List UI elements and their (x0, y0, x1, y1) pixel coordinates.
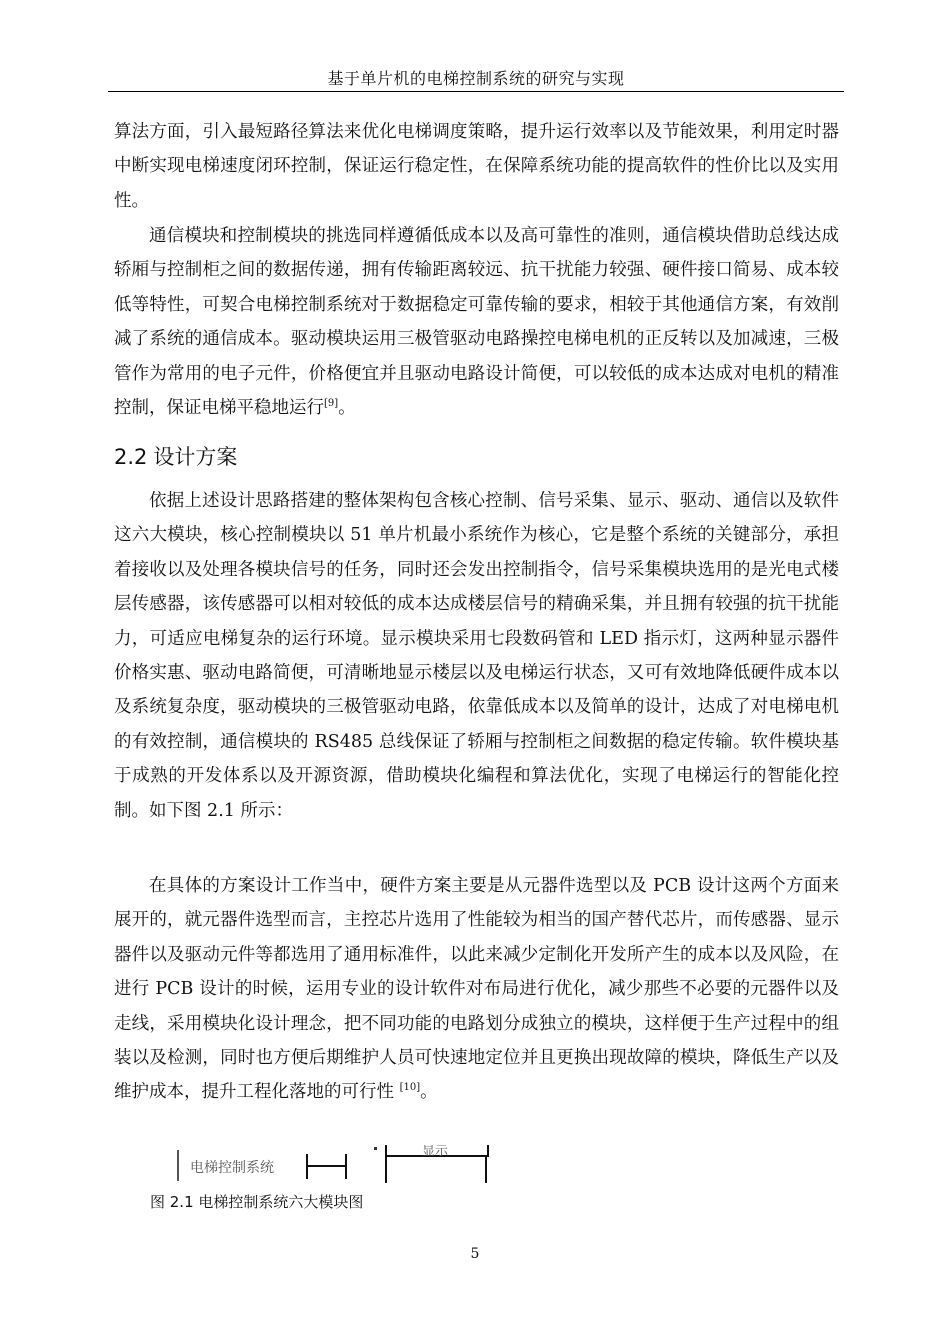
paragraph-algorithm: 算法方面，引入最短路径算法来优化电梯调度策略，提升运行效率以及节能效果，利用定时器中断实现电梯速度闭环控制，保证运行稳定性，在保障系统功能的提高软件的性价比以及实用性。 (114, 122, 839, 211)
paragraph-hardware-text: 在具体的方案设计工作当中，硬件方案主要是从元器件选型以及 PCB 设计这两个方面来展开的，就元器件选型而言，主控芯片选用了性能较为相当的国产替代芯片，而传感器、显示器件以及驱动元件等都选用了通用标准件，以此来减少定制化开发所产生的成本以及风险，在进行 PCB 设计的时候，运用专业的设计软件对布局进行优化，减少那些不必要的元器件以及走线，采用模块化设计理念，把不同功能的电路划分成独立的模块，这样便于生产过程中的组装以及检测，同时也方便后期维护人员可快速地定位并且更换出现故障的模块，降低生产以及维护成本，提升工程化落地的可行性 (114, 876, 839, 1103)
paragraph-communication-end: 。 (338, 398, 356, 419)
paragraph-hardware-end: 。 (420, 1082, 438, 1103)
diagram-root-box-edge (177, 1150, 179, 1181)
section-number: 2.2 (114, 445, 148, 469)
paragraph-hardware (114, 869, 839, 1110)
paragraph-communication-text: 通信模块和控制模块的挑选同样遵循低成本以及高可靠性的准则，通信模块借助总线达成轿厢与控制柜之间的数据传递，拥有传输距离较远、抗干扰能力较强、硬件接口简易、成本较低等特性，可契合电梯控制系统对于数据稳定可靠传输的要求，相较于其他通信方案，有效削减了系统的通信成本。驱动模块运用三极管驱动电路操控电梯电机的正反转以及加减速，三极管作为常用的电子元件，价格便宜并且驱动电路设计简便，可以较低的成本达成对电机的精准控制，保证电梯平稳地运行 (114, 226, 839, 419)
citation-9: [9] (324, 398, 339, 410)
citation-10: [10] (399, 1082, 421, 1094)
diagram-display-label: 显示 (422, 1145, 449, 1159)
section-title: 设计方案 (153, 445, 238, 469)
figure-caption: 图 2.1 电梯控制系统六大模块图 (150, 1193, 364, 1211)
diagram-tick (374, 1147, 377, 1150)
diagram-branch-right (485, 1155, 487, 1183)
page-number: 5 (470, 1246, 480, 1262)
section-heading (114, 441, 237, 471)
paragraph-architecture: 依据上述设计思路搭建的整体架构包含核心控制、信号采集、显示、驱动、通信以及软件这六大模块，核心控制模块以 51 单片机最小系统作为核心，它是整个系统的关键部分，承担着接收以及处理各模块信号的任务，同时还会发出控制指令，信号采集模块选用的是光电式楼层传感器，该传感器可以相对较低的成本达成楼层信号的精确采集，并且拥有较强的抗干扰能力，可适应电梯复杂的运行环境。显示模块采用七段数码管和 LED 指示灯，这两种显示器件价格实惠、驱动电路简便，可清晰地显示楼层以及电梯运行状态，又可有效地降低硬件成本以及系统复杂度，驱动模块的三极管驱动电路，依靠低成本以及简单的设计，达成了对电梯电机的有效控制，通信模块的 RS485 总线保证了轿厢与控制柜之间数据的稳定传输。软件模块基于成熟的开发体系以及开源资源，借助模块化编程和算法优化，实现了电梯运行的智能化控制。如下图 2.1 所示： (114, 491, 839, 821)
figure-2-1-diagram (150, 1145, 490, 1183)
header-rule (108, 91, 844, 92)
diagram-connector-right (345, 1154, 347, 1179)
running-header: 基于单片机的电梯控制系统的研究与实现 (327, 69, 625, 88)
diagram-branch-left (385, 1155, 387, 1183)
diagram-root-label: 电梯控制系统 (190, 1160, 274, 1176)
paragraph-communication (114, 219, 839, 425)
diagram-connector-horizontal (306, 1165, 346, 1167)
